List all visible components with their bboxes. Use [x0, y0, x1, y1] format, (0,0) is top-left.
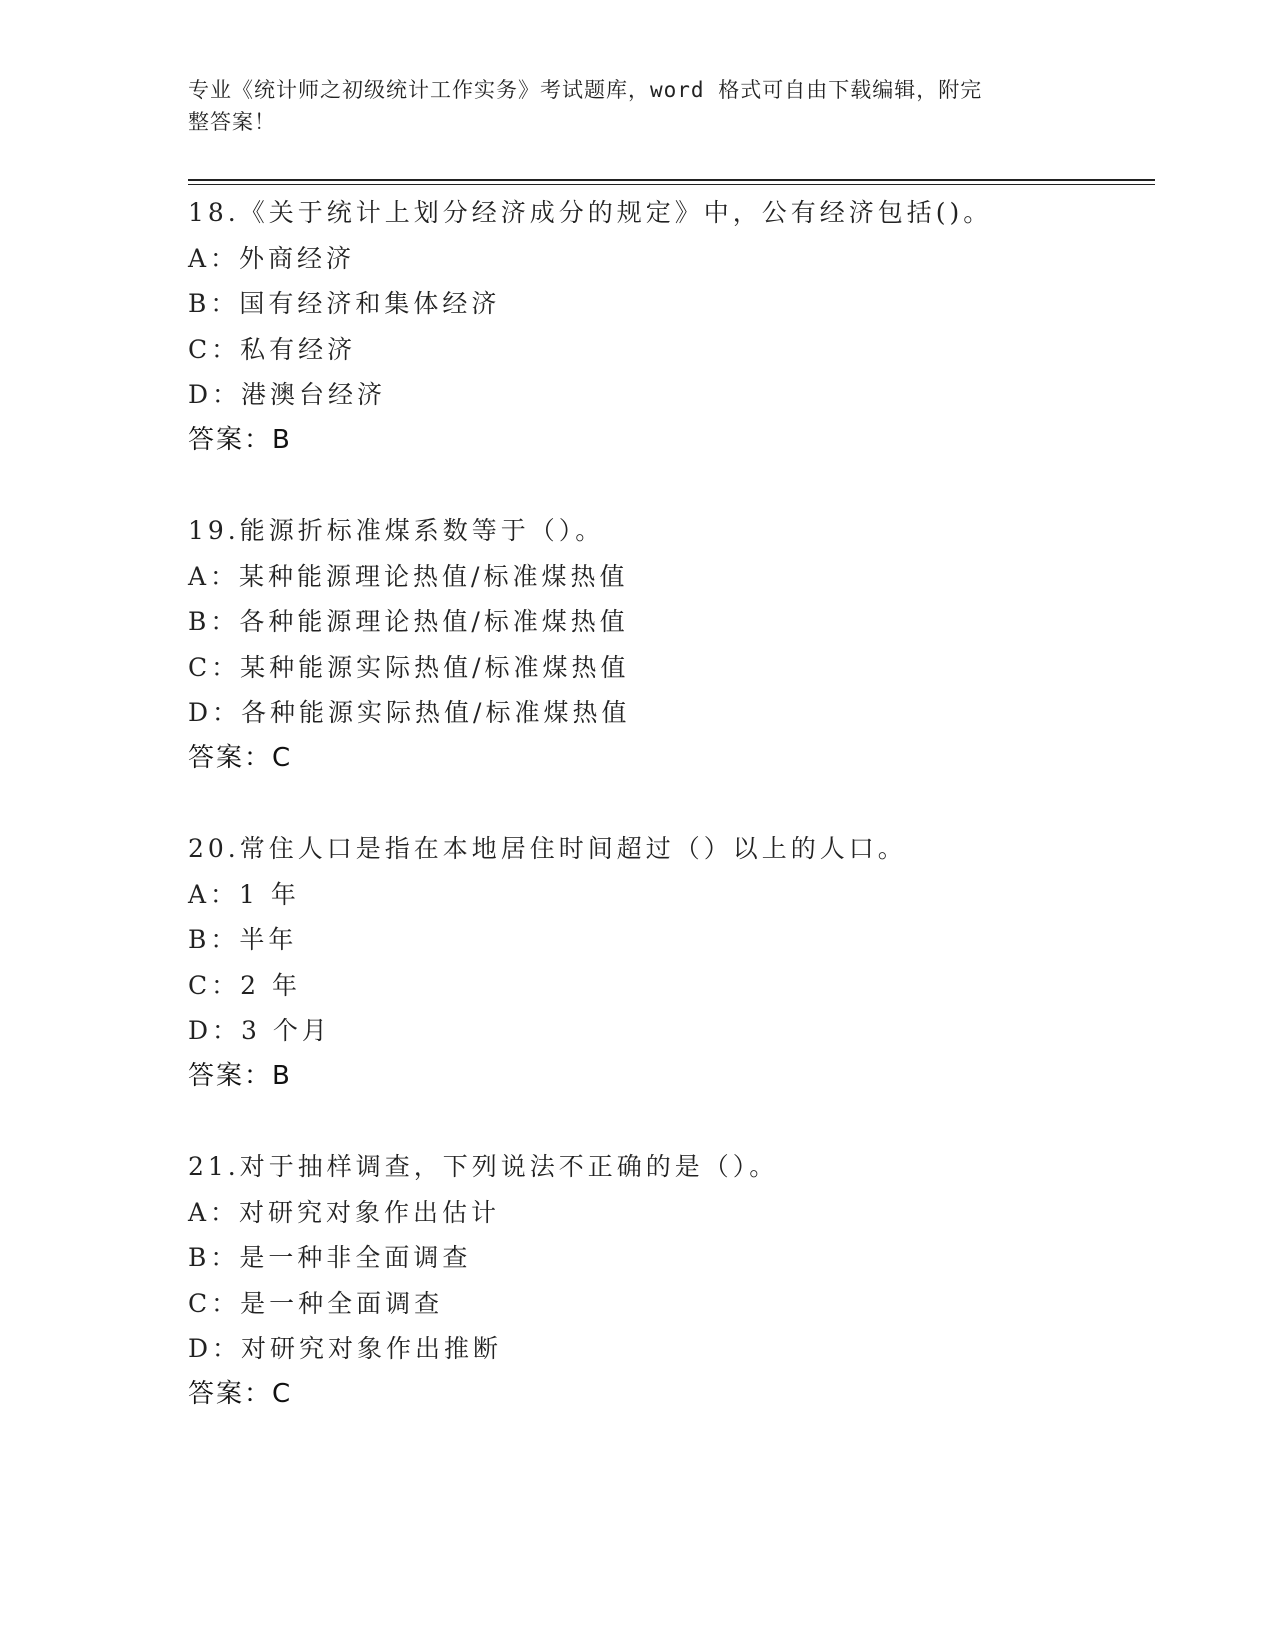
option-c: C：私有经济: [188, 334, 357, 364]
option-c: C：2 年: [188, 970, 301, 1000]
option-a: A：外商经济: [188, 243, 356, 273]
answer: 答案：B: [188, 1060, 292, 1091]
header-line-1: 专业《统计师之初级统计工作实务》考试题库，word 格式可自由下载编辑，附完: [188, 78, 983, 102]
option-d: D：3 个月: [188, 1016, 331, 1045]
option-a: A：对研究对象作出估计: [188, 1197, 501, 1227]
question-21: [188, 1144, 1138, 1417]
question-stem: 18.《关于统计上划分经济成分的规定》中，公有经济包括()。: [188, 198, 993, 227]
question-18: [188, 190, 1138, 463]
question-20: [188, 826, 1138, 1099]
question-19: [188, 508, 1138, 781]
option-c: C：是一种全面调查: [188, 1288, 444, 1318]
option-a: A：1 年: [188, 879, 300, 909]
document-header: [188, 74, 1068, 138]
option-b: B：半年: [188, 925, 298, 954]
answer: 答案：C: [188, 1378, 293, 1409]
question-stem: 21.对于抽样调查，下列说法不正确的是（）。: [188, 1152, 779, 1181]
question-stem: 20.常住人口是指在本地居住时间超过（）以上的人口。: [188, 834, 907, 863]
header-line-2: 整答案！: [188, 110, 276, 134]
option-b: B：各种能源理论热值/标准煤热值: [188, 607, 629, 636]
option-b: B：是一种非全面调查: [188, 1243, 472, 1272]
option-d: D：对研究对象作出推断: [188, 1334, 503, 1363]
header-divider-thin: [188, 184, 1155, 185]
option-b: B：国有经济和集体经济: [188, 289, 501, 318]
option-a: A：某种能源理论热值/标准煤热值: [188, 561, 629, 591]
option-c: C：某种能源实际热值/标准煤热值: [188, 652, 630, 682]
answer: 答案：B: [188, 424, 292, 455]
answer: 答案：C: [188, 742, 293, 773]
option-d: D：各种能源实际热值/标准煤热值: [188, 698, 631, 727]
header-divider-thick: [188, 179, 1155, 181]
option-d: D：港澳台经济: [188, 380, 387, 409]
question-stem: 19.能源折标准煤系数等于（）。: [188, 516, 605, 545]
